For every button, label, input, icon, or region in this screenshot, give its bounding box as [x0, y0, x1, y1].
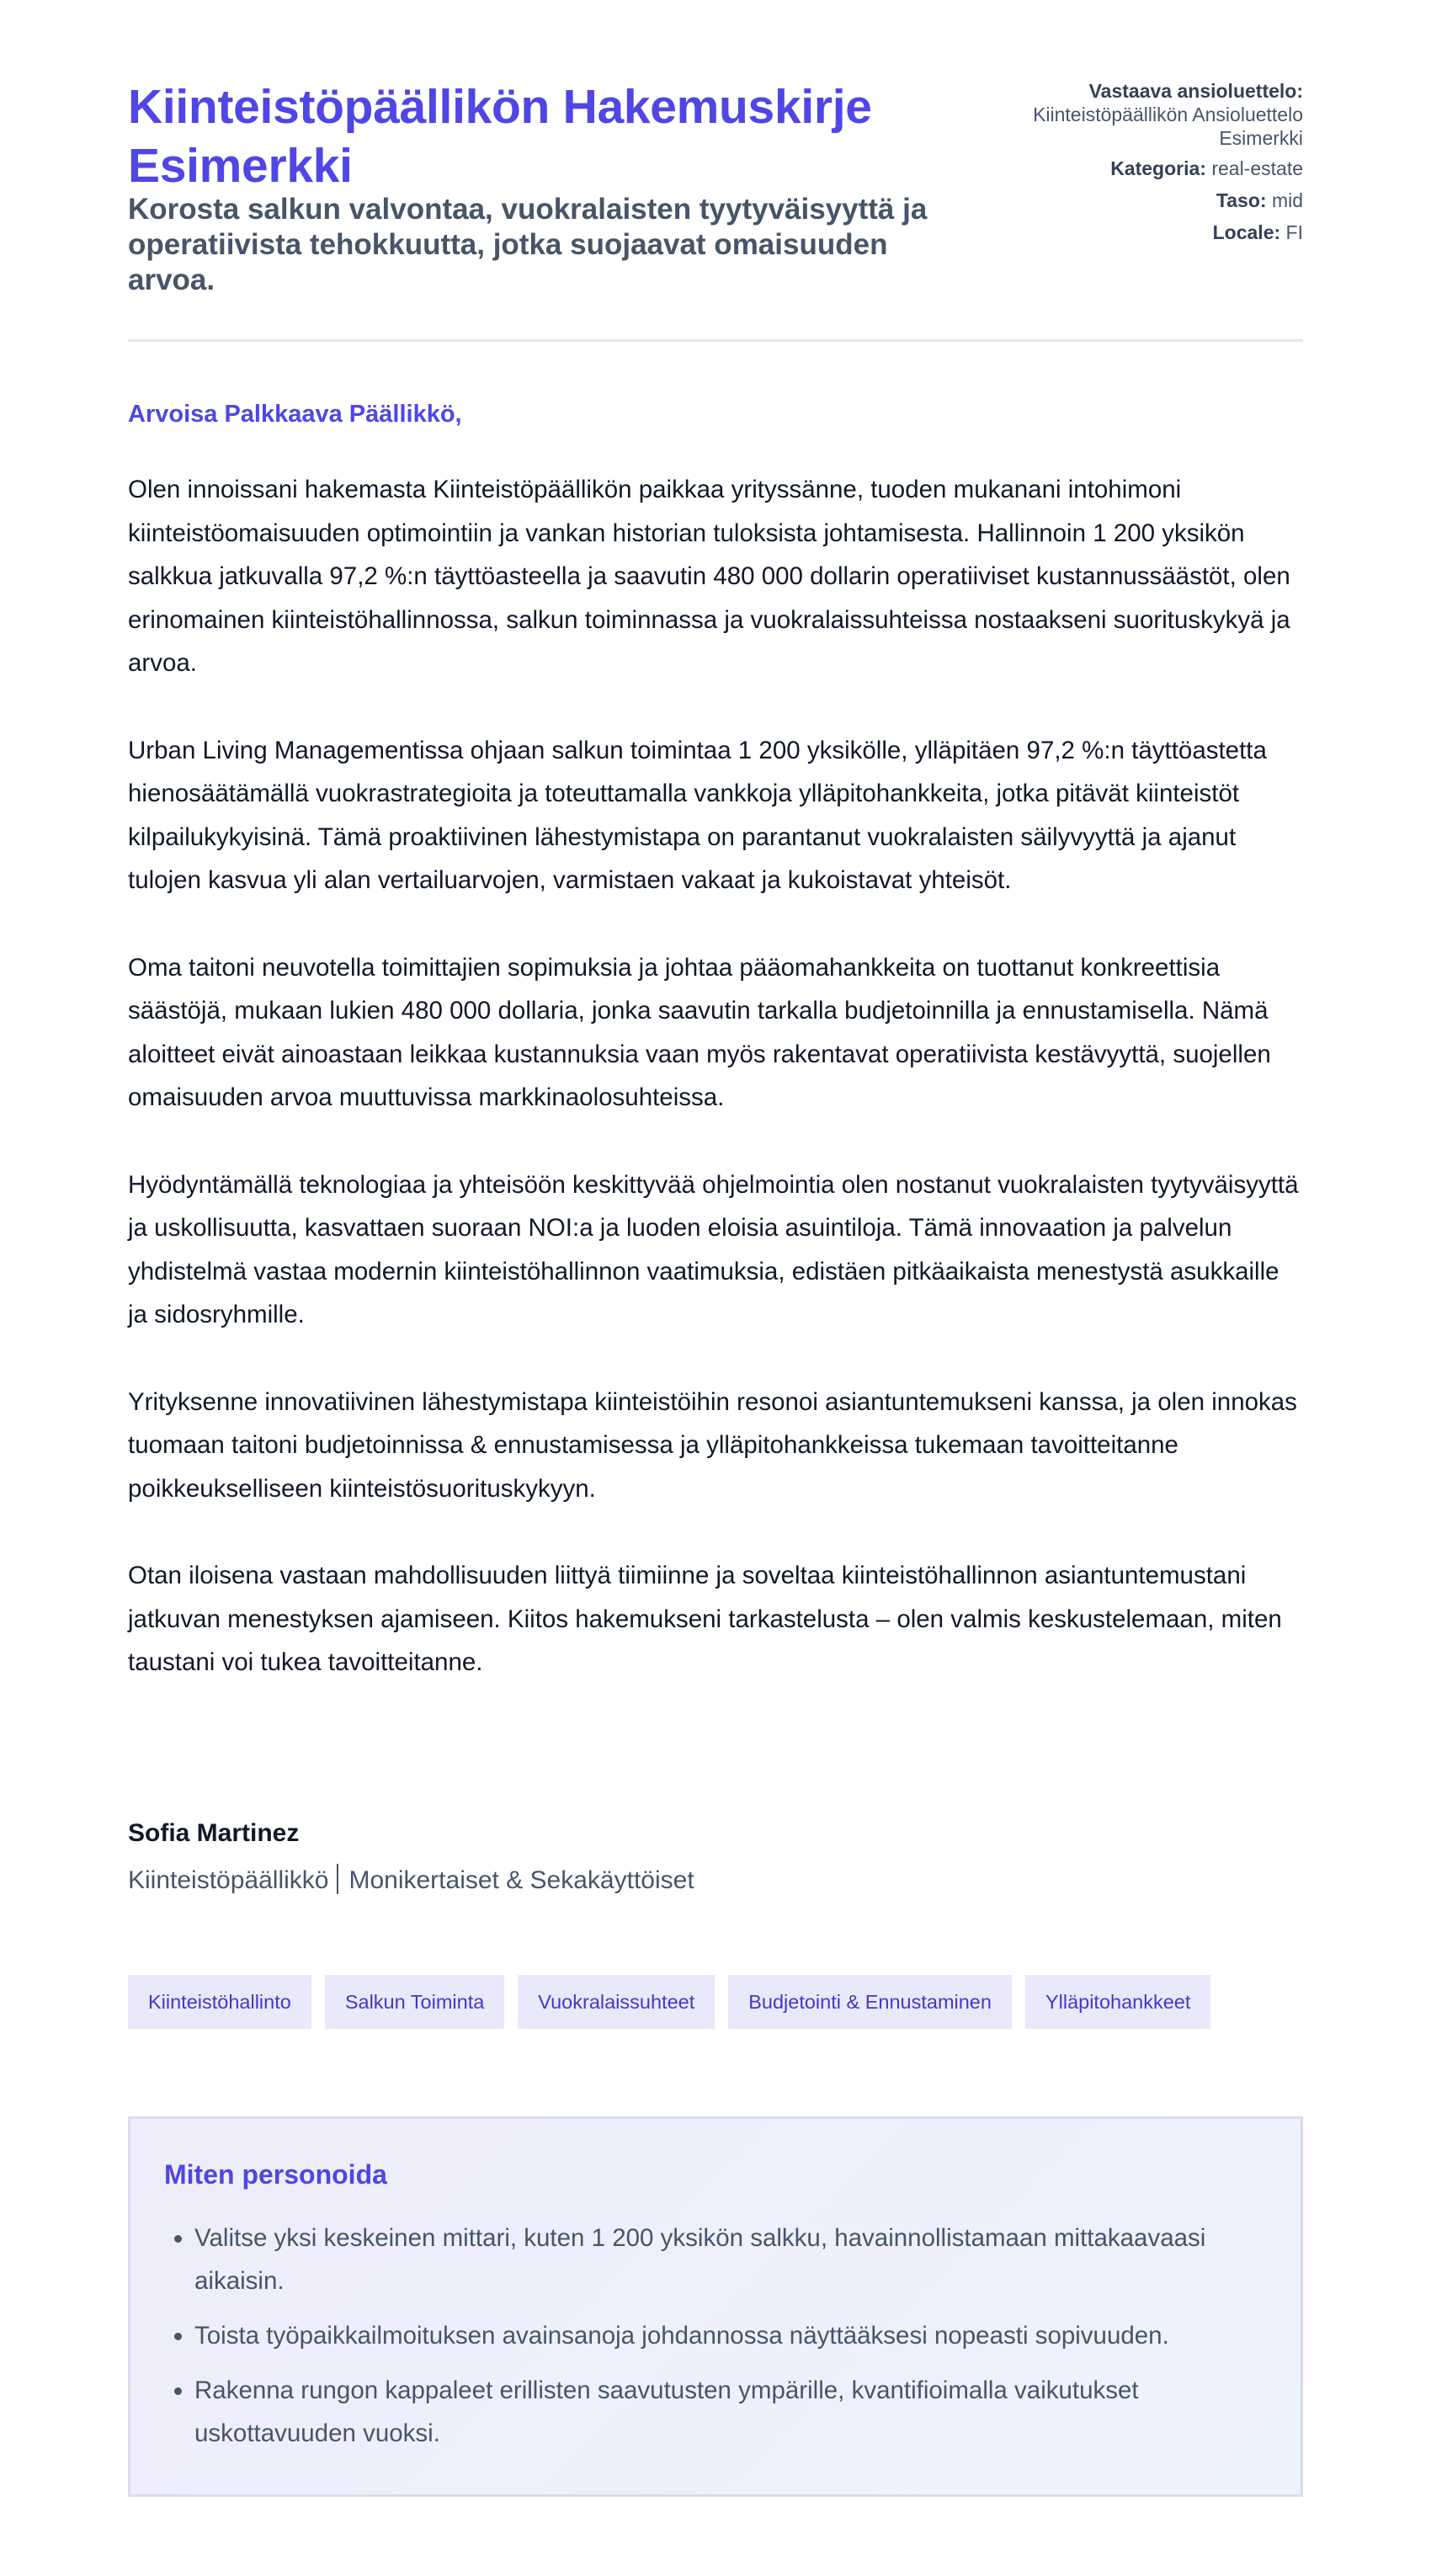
page-subtitle: Korosta salkun valvontaa, vuokralaisten tyytyväisyyttä ja operatiivista tehokkuutta, jotka suojaavat omaisuuden arvoa. — [128, 193, 928, 296]
meta-category — [950, 157, 1303, 180]
meta-locale-label: Locale: — [1212, 221, 1281, 243]
letter-paragraph-1: Olen innoissani hakemasta Kiinteistöpäällikön paikkaa yrityssänne, tuoden mukanani intohimoni kiinteistöomaisuuden optimointiin ja vankan historian tuloksista johtamisesta. Hallinnoin 1 200 yksikön salkkua jatkuvalla 97,2 %:n täyttöasteella ja saavutin 480 000 dollarin operatiiviset kustannussäästöt, olen erinomainen kiinteistöhallinnossa, salkun toiminnassa ja vuokralaissuhteissa nostaakseni suorituskykyä ja arvoa. — [128, 476, 1290, 677]
meta-locale-value: FI — [1285, 221, 1303, 243]
page-title: Kiinteistöpäällikön Hakemuskirje Esimerkki — [128, 80, 872, 193]
letter-paragraph-4: Hyödyntämällä teknologiaa ja yhteisöön keskittyvää ohjelmointia olen nostanut vuokralaisten tyytyväisyyttä ja uskollisuutta, kasvattaen suoraan NOI:a ja luoden eloisia asuintiloja. Tämä innovaation ja palvelun yhdistelmä vastaa modernin kiinteistöhallinnon vaatimuksia, edistäen pitkäaikaista menestystä asukkaille ja sidosryhmille. — [128, 1170, 1299, 1328]
skill-tags — [128, 1975, 1210, 2029]
signature-specialty: Monikertaiset & Sekakäyttöiset — [348, 1866, 694, 1894]
meta-resume-link[interactable]: Kiinteistöpäällikön Ansioluettelo Esimerkki — [1033, 104, 1303, 149]
signature-role: Kiinteistöpäällikkö — [128, 1866, 329, 1894]
letter-paragraph-3: Oma taitoni neuvotella toimittajien sopimuksia ja johtaa pääomahankkeita on tuottanut konkreettisia säästöjä, mukaan lukien 480 000 dollaria, jonka saavutin tarkalla budjetoinnilla ja ennustamisella. Nämä aloitteet eivät ainoastaan leikkaa kustannuksia vaan myös rakentavat operatiivista kestävyyttä, suojellen omaisuuden arvoa muuttuvissa markkinaolosuhteissa. — [128, 953, 1271, 1111]
tip-item: • Valitse yksi keskeinen mittari, kuten 1 200 yksikön salkku, havainnollistamaan mittakaavaasi aikaisin. — [194, 2217, 1267, 2302]
skill-tag: Ylläpitohankkeet — [1025, 1975, 1210, 2029]
skill-tag: Budjetointi & Ennustaminen — [728, 1975, 1012, 2029]
tip-item: • Toista työpaikkailmoituksen avainsanoja johdannossa näyttääksesi nopeasti sopivuuden. — [194, 2314, 1267, 2357]
cover-letter-page — [128, 0, 1303, 2447]
skill-tag: Salkun Toiminta — [325, 1975, 504, 2029]
divider — [337, 1864, 338, 1894]
tips-list — [164, 2217, 1267, 2455]
signature-name: Sofia Martinez — [128, 1819, 300, 1847]
meta-level-label: Taso: — [1216, 189, 1267, 211]
salutation: Arvoisa Palkkaava Päällikkö, — [128, 401, 462, 428]
skill-tag: Vuokralaissuhteet — [518, 1975, 715, 2029]
tip-item: • Rakenna rungon kappaleet erillisten saavutusten ympärille, kvantifioimalla vaikutukset uskottavuuden vuoksi. — [194, 2369, 1267, 2455]
letter-paragraph-2: Urban Living Managementissa ohjaan salkun toimintaa 1 200 yksikölle, ylläpitäen 97,2 %:n täyttöastetta hienosäätämällä vuokrastrategioita ja toteuttamalla vankkoja ylläpitohankkeita, jotka pitävät kiinteistöt kilpailukykyisinä. Tämä proaktiivinen lähestymistapa on parantanut vuokralaisten säilyvyyttä ja ajanut tulojen kasvua yli alan vertailuarvojen, varmistaen vakaat ja kukoistavat yhteisöt. — [128, 736, 1267, 894]
meta-related-resume — [950, 79, 1303, 150]
personalization-tips-box — [128, 2116, 1303, 2497]
meta-resume-label: Vastaava ansioluettelo: — [1088, 80, 1303, 102]
letter-paragraph-5: Yrityksenne innovatiivinen lähestymistapa kiinteistöihin resonoi asiantuntemukseni kanssa, ja olen innokas tuomaan taitoni budjetoinnissa & ennustamisessa ja ylläpitohankkeissa tukemaan tavoitteitanne poikkeukselliseen kiinteistösuorituskykyyn. — [128, 1387, 1297, 1503]
skill-tag: Kiinteistöhallinto — [128, 1975, 311, 2029]
meta-category-label: Kategoria: — [1110, 157, 1206, 179]
page-header — [128, 0, 1303, 342]
signature-role-line — [128, 1864, 694, 1897]
meta-panel — [950, 79, 1303, 253]
meta-level — [950, 189, 1303, 212]
signature-block — [128, 1817, 694, 1897]
meta-level-value: mid — [1271, 189, 1303, 211]
meta-category-value: real-estate — [1211, 157, 1303, 179]
tips-title: Miten personoida — [164, 2159, 387, 2190]
letter-paragraph-6: Otan iloisena vastaan mahdollisuuden liittyä tiimiinne ja soveltaa kiinteistöhallinnon asiantuntemustani jatkuvan menestyksen ajamiseen. Kiitos hakemukseni tarkastelusta – olen valmis keskustelemaan, miten taustani voi tukea tavoitteitanne. — [128, 1562, 1282, 1676]
letter-body — [128, 468, 1303, 1728]
meta-locale — [950, 221, 1303, 244]
